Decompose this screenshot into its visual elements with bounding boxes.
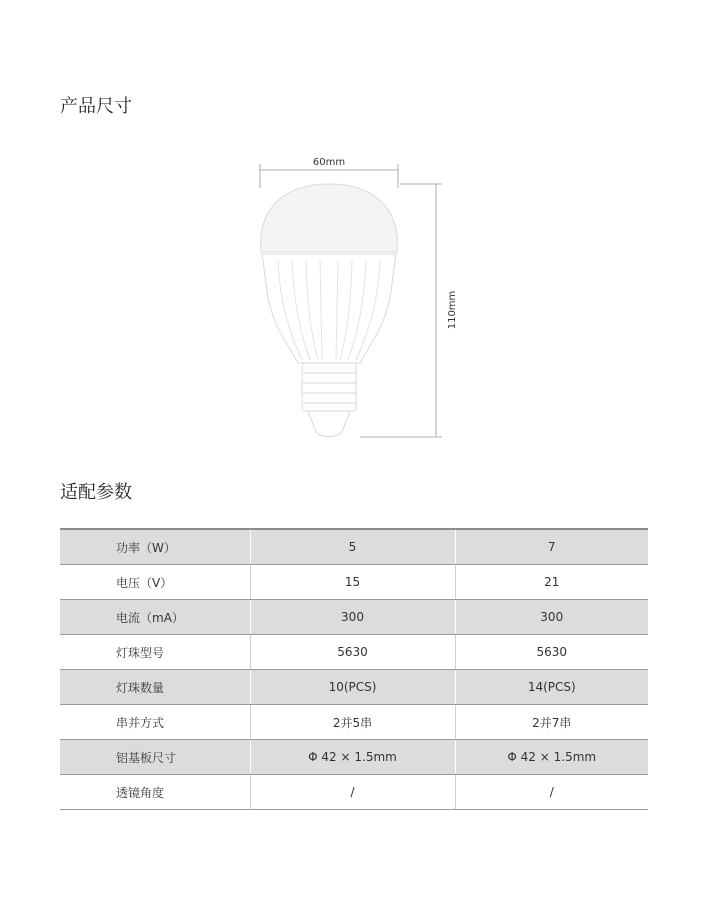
table-row	[60, 600, 648, 635]
width-label: 60mm	[312, 157, 346, 168]
spec-value-cell: 5630	[455, 635, 648, 670]
bulb-dimension-drawing	[240, 148, 480, 448]
spec-value-cell: 21	[455, 565, 648, 600]
heatsink-body	[262, 254, 396, 363]
spec-label-cell: 灯珠型号	[60, 635, 250, 670]
spec-label-cell: 串并方式	[60, 705, 250, 740]
product-size-title: 产品尺寸	[60, 96, 132, 117]
table-row	[60, 740, 648, 775]
table-row	[60, 529, 648, 565]
height-label: 110mm	[447, 290, 458, 330]
spec-value-cell: 10(PCS)	[250, 670, 455, 705]
spec-value-cell: 5630	[250, 635, 455, 670]
spec-value-cell: 300	[455, 600, 648, 635]
table-row	[60, 705, 648, 740]
spec-value-cell: 14(PCS)	[455, 670, 648, 705]
spec-value-cell: 2并5串	[250, 705, 455, 740]
spec-label-cell: 电压（V）	[60, 565, 250, 600]
table-row	[60, 775, 648, 810]
spec-table	[60, 528, 648, 810]
parameters-title: 适配参数	[60, 482, 132, 503]
spec-label-cell: 功率（W）	[60, 529, 250, 565]
spec-label-cell: 电流（mA）	[60, 600, 250, 635]
spec-value-cell: Φ 42 × 1.5mm	[250, 740, 455, 775]
spec-value-cell: /	[250, 775, 455, 810]
spec-label-cell: 透镜角度	[60, 775, 250, 810]
spec-value-cell: 300	[250, 600, 455, 635]
table-row	[60, 670, 648, 705]
spec-value-cell: 5	[250, 529, 455, 565]
spec-value-cell: /	[455, 775, 648, 810]
bulb-dome	[261, 184, 398, 252]
table-row	[60, 635, 648, 670]
table-row	[60, 565, 648, 600]
screw-base	[302, 363, 356, 437]
spec-value-cell: 15	[250, 565, 455, 600]
spec-label-cell: 铝基板尺寸	[60, 740, 250, 775]
spec-label-cell: 灯珠数量	[60, 670, 250, 705]
spec-value-cell: 7	[455, 529, 648, 565]
spec-value-cell: 2并7串	[455, 705, 648, 740]
spec-value-cell: Φ 42 × 1.5mm	[455, 740, 648, 775]
